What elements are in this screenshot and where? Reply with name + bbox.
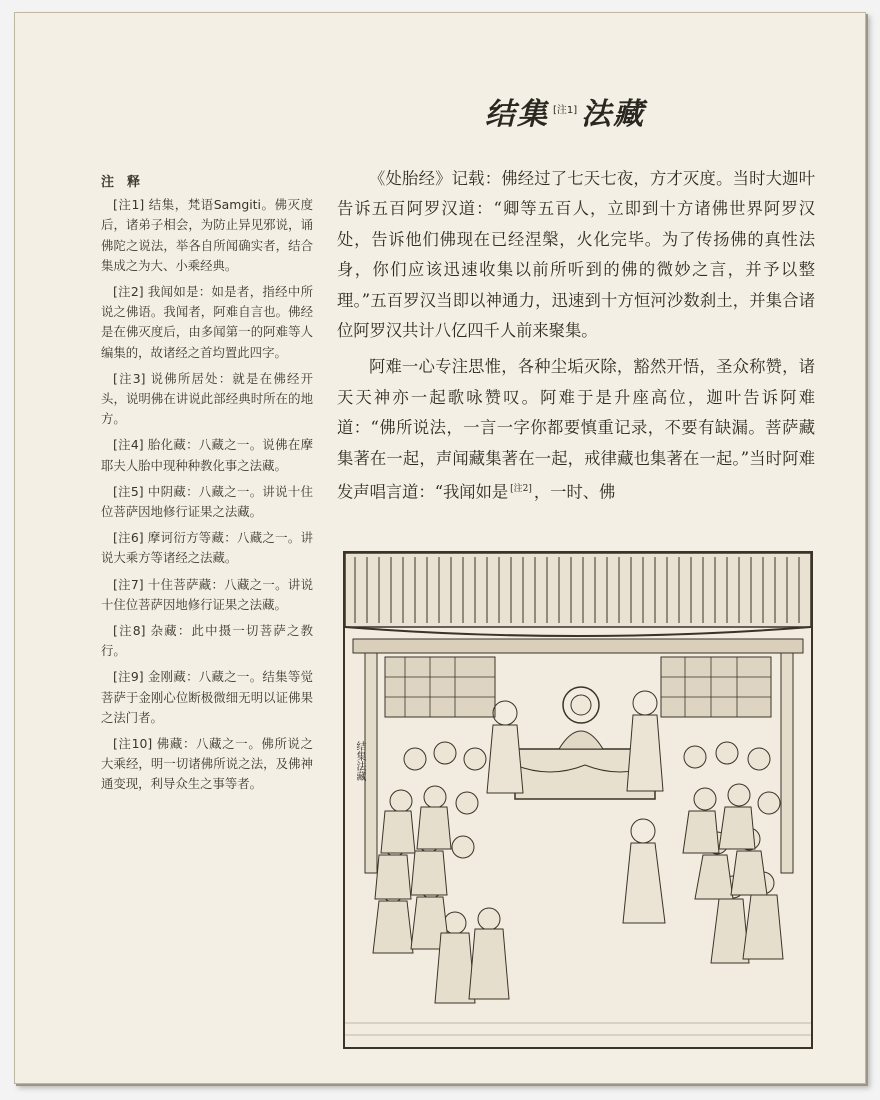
note-item: [注10] 佛藏：八藏之一。佛所说之大乘经，明一切诸佛所说之法，及佛神通变现，利导众生之事等者。 <box>101 736 313 792</box>
woodblock-illustration <box>343 551 813 1049</box>
note-item: [注5] 中阴藏：八藏之一。讲说十住位菩萨因地修行证果之法藏。 <box>101 483 313 520</box>
body-paragraph-2-tail: ，一时、佛 <box>533 482 616 502</box>
title-part2: 法藏 <box>581 97 646 132</box>
page-title <box>485 89 645 133</box>
title-footnote-ref: [注1] <box>553 105 578 116</box>
note-item: [注6] 摩诃衍方等藏：八藏之一。讲说大乘方等诸经之法藏。 <box>101 530 313 566</box>
note-item: [注2] 我闻如是：如是者，指经中所说之佛语。我闻者，阿难自言也。佛经是在佛灭度后，由多闻第一的阿难等人编集的，故诸经之首均置此四字。 <box>101 284 313 360</box>
note-item: [注8] 杂藏：此中摄一切菩萨之教行。 <box>101 623 313 659</box>
title-part1: 结集 <box>485 97 549 132</box>
note-item: [注1] 结集，梵语Samgiti。佛灭度后，诸弟子相会，为防止异见邪说，诵佛陀之说法，举各自所闻确实者，结合集成之为大、小乘经典。 <box>101 197 313 273</box>
note-item: [注3] 说佛所居处：就是在佛经开头，说明佛在讲说此部经典时所在的地方。 <box>101 370 313 427</box>
body-paragraph-2 <box>337 352 815 507</box>
illustration-caption: 结集法藏 <box>354 741 365 781</box>
footnote-ref-2: [注2] <box>510 484 532 495</box>
body-paragraph-2-text: 阿难一心专注思惟，各种尘垢灭除，豁然开悟，圣众称赞，诸天天神亦一起歌咏赞叹。阿难于是升座高位，迦叶告诉阿难道：“佛所说法，一言一字你都要慎重记录，不要有缺漏。菩萨藏集著在一起，声闻藏集著在一起，戒律藏也集著在一起。”当时阿难发声唱言道：“我闻如是 <box>337 357 815 502</box>
note-item: [注7] 十住菩萨藏：八藏之一。讲说十住位菩萨因地修行证果之法藏。 <box>101 576 313 612</box>
note-item: [注9] 金刚藏：八藏之一。结集等觉菩萨于金刚心位断极微细无明以证佛果之法门者。 <box>101 669 313 725</box>
body-text <box>337 164 815 514</box>
note-item: [注4] 胎化藏：八藏之一。说佛在摩耶夫人胎中现种种教化事之法藏。 <box>101 437 313 473</box>
notes-column <box>101 173 313 801</box>
illustration-drawing <box>345 553 811 1047</box>
body-paragraph-1: 《处胎经》记载：佛经过了七天七夜，方才灭度。当时大迦叶告诉五百阿罗汉道：“卿等五百人，立即到十方诸佛世界阿罗汉处，告诉他们佛现在已经涅槃，火化完毕。为了传扬佛的真性法身，你们应该迅速收集以前所听到的佛的微妙之言，并予以整理。”五百罗汉当即以神通力，迅速到十方恒河沙数刹土，并集合诸位阿罗汉共计八亿四千人前来聚集。 <box>337 169 815 341</box>
page <box>14 12 866 1084</box>
notes-heading: 注 释 <box>101 175 141 190</box>
